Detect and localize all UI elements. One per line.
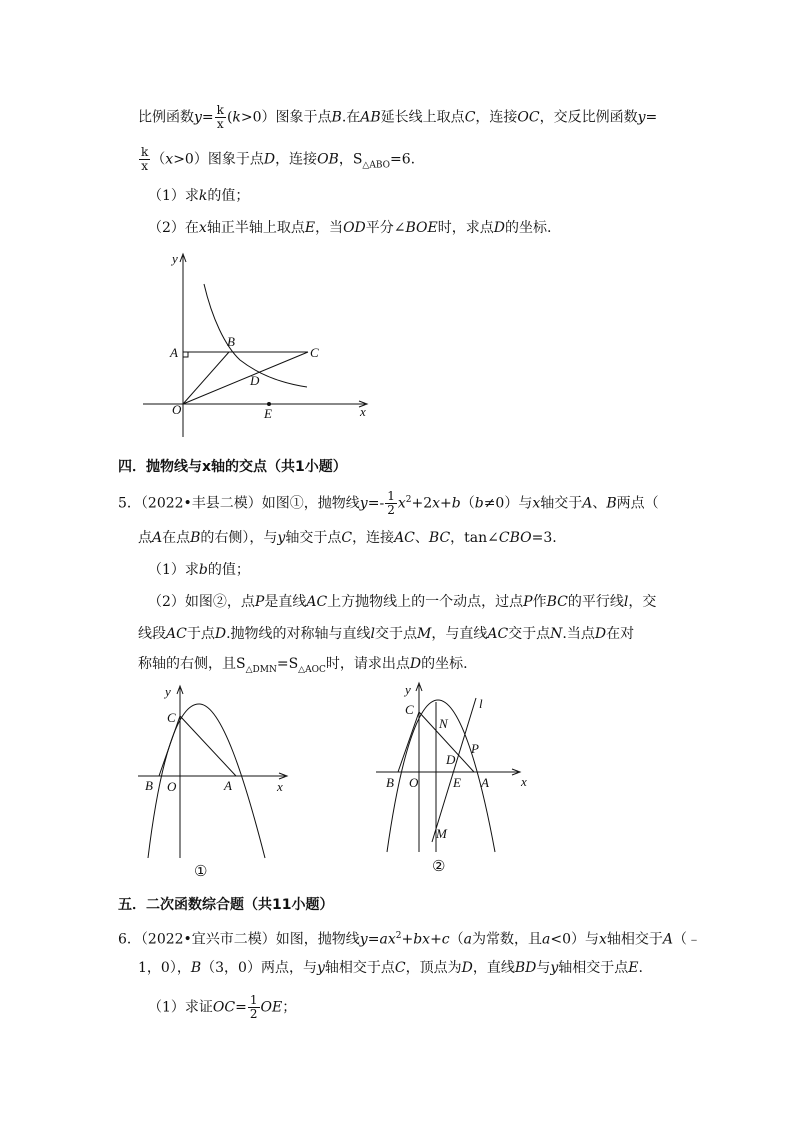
p4-line2: $\frac{k}{x}$ （x>0）图象于点D，连接OB，$S_{\triangle ABO}=6$.	[141, 145, 416, 173]
fig3-label-m: M	[436, 826, 447, 841]
fig1-label-b: B	[227, 334, 235, 349]
p6-line2: 1，0），B（3，0）两点，与y轴相交于点C，顶点为D，直线BD与y轴相交于点E.	[138, 960, 643, 976]
fig2-label-x: x	[277, 779, 283, 794]
fig3-label-n: N	[439, 716, 448, 731]
fig2-label-c: C	[167, 710, 176, 725]
p4-question1: （1）求k的值；	[148, 188, 250, 204]
fig3-label-y: y	[405, 682, 411, 697]
fig3-label-b: B	[386, 775, 394, 790]
fig3-label-o: O	[409, 775, 419, 790]
fig1-label-o: O	[172, 402, 182, 417]
fig1-label-x: x	[360, 404, 366, 419]
p6-question1: （1）求证OC= $\frac{1}{2}$ OE；	[148, 993, 297, 1021]
fig3-label-e: E	[453, 775, 461, 790]
p5-line2: 点A在点B的右侧），与y轴交于点C，连接AC、BC，tan∠CBO=3.	[138, 530, 557, 546]
fraction-k-x: $\frac{k}{x}$	[216, 103, 224, 131]
fig1-label-y: y	[172, 251, 178, 266]
fig2-label-b: B	[145, 778, 153, 793]
fig3-label-x: x	[521, 774, 527, 789]
section-4-heading: 四．抛物线与x轴的交点（共1小题）	[118, 459, 347, 475]
fig2-label-a: A	[224, 778, 232, 793]
p5-question2-line3: 称轴的右侧，且$S_{\triangle DMN}=S_{\triangle AOC}$时，请求出点D的坐标.	[138, 656, 468, 675]
fraction-one-half-2: $\frac{1}{2}$	[249, 993, 258, 1021]
fig1-label-e: E	[264, 406, 272, 421]
fig2-label-o: O	[167, 779, 177, 794]
p5-question2-line1: （2）如图②，点P是直线AC上方抛物线上的一个动点，过点P作BC的平行线l，交	[148, 594, 657, 610]
fraction-k-x-2: $\frac{k}{x}$	[141, 145, 149, 173]
p4-line1: 比例函数y= $\frac{k}{x}$ (k>0）图象于点B.在AB延长线上取点C，连接OC，交反比例函数y=	[138, 103, 658, 131]
fig3-line-bc	[398, 712, 419, 772]
fig3-label-a: A	[481, 775, 489, 790]
fig1-label-a: A	[170, 345, 178, 360]
fig1-label-c: C	[310, 345, 319, 360]
fig2-label-y: y	[165, 684, 171, 699]
fig3-label-p: P	[471, 741, 479, 756]
fig3-caption: ②	[432, 859, 446, 875]
fig3-label-l: l	[479, 696, 483, 711]
fraction-one-half: $\frac{1}{2}$	[387, 489, 395, 518]
fig1-label-d: D	[250, 373, 260, 388]
fig3-label-c: C	[405, 702, 414, 717]
fig3-label-d: D	[446, 752, 456, 767]
fig2-caption: ①	[194, 864, 208, 880]
p4-question2: （2）在x轴正半轴上取点E，当OD平分∠BOE时，求点D的坐标.	[148, 220, 552, 236]
p5-line1: 5．（2022•丰县二模）如图①，抛物线y=- $\frac{1}{2}$ $x^2+2x+b(b\ne 0)$与x轴交于A、B两点（	[118, 489, 659, 518]
p5-question2-line2: 线段AC于点D.抛物线的对称轴与直线l交于点M，与直线AC交于点N.当点D在对	[138, 626, 635, 642]
section-5-heading: 五．二次函数综合题（共11小题）	[118, 897, 334, 913]
p6-line1: 6．（2022•宜兴市二模）如图，抛物线$y=ax^2+bx+c(a$为常数，且a<0）与x轴相交于A（﹣	[118, 931, 702, 948]
p5-question1: （1）求b的值；	[148, 562, 250, 578]
